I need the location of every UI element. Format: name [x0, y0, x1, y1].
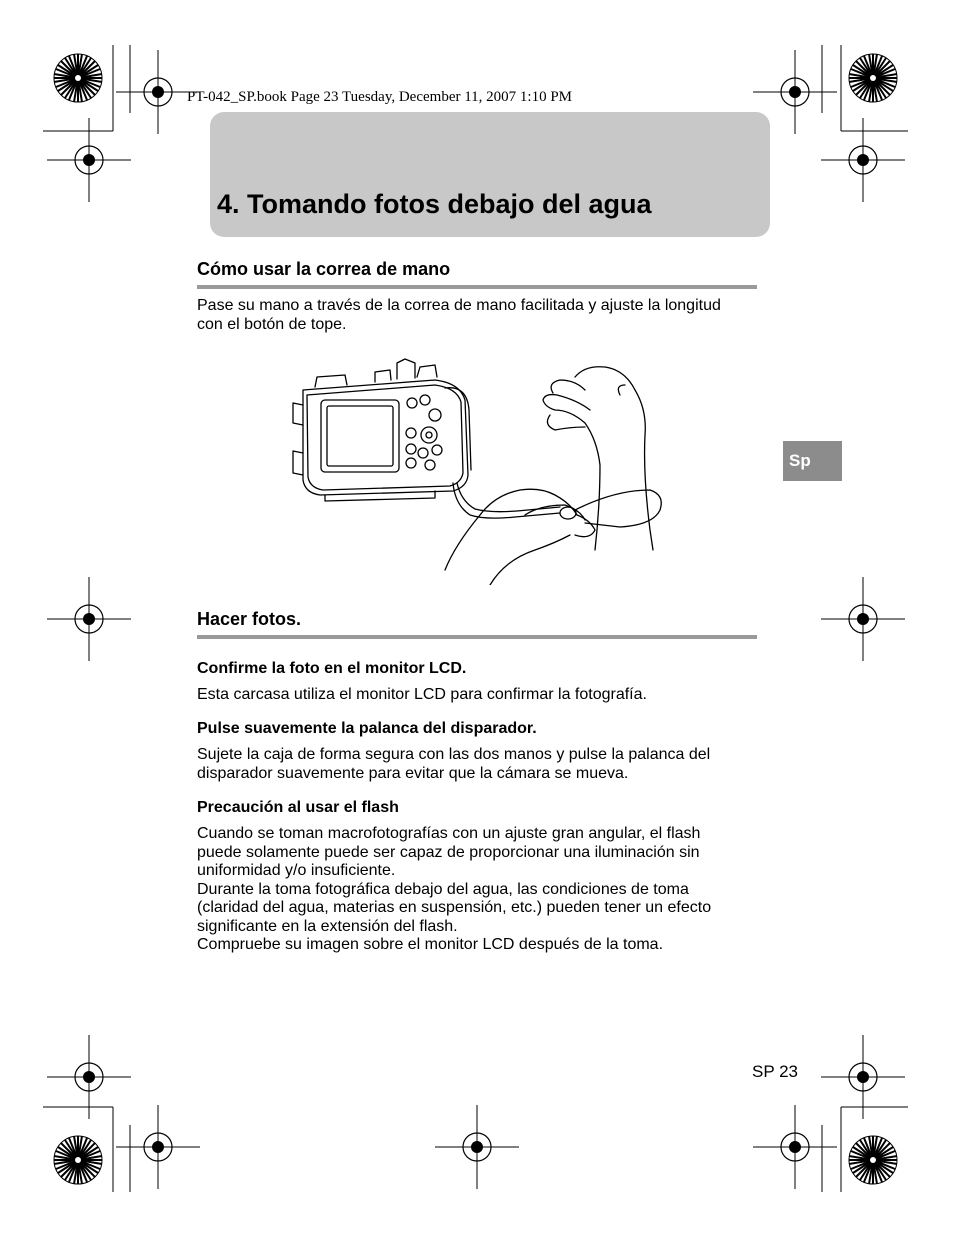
- text-line: uniformidad y/o insuficiente.: [197, 862, 396, 879]
- subheading-flash-caution: Precaución al usar el flash: [197, 799, 399, 816]
- body-confirm-lcd: [197, 686, 767, 705]
- body-shutter-lever: [197, 746, 767, 783]
- text-line: Durante la toma fotográfica debajo del agua, las condiciones de toma: [197, 880, 689, 898]
- chapter-title: 4. Tomando fotos debajo del agua: [217, 189, 652, 219]
- text-line: puede solamente puede ser capaz de proporcionar una iluminación sin: [197, 843, 700, 861]
- text-line: Pase su mano a través de la correa de mano facilitada y ajuste la longitud: [197, 297, 721, 314]
- section-rule: [197, 285, 757, 289]
- text-line: Compruebe su imagen sobre el monitor LCD después de la toma.: [197, 936, 664, 953]
- text-line: disparador suavemente para evitar que la cámara se mueva.: [197, 764, 629, 782]
- subheading-shutter-lever: Pulse suavemente la palanca del disparador.: [197, 720, 537, 737]
- text-line: Esta carcasa utiliza el monitor LCD para confirmar la fotografía.: [197, 686, 647, 703]
- camera-housing-illustration: [285, 355, 665, 585]
- section-rule: [197, 635, 757, 639]
- language-tab: Sp: [783, 441, 842, 481]
- text-line: Sujete la caja de forma segura con las dos manos y pulse la palanca del: [197, 746, 711, 763]
- section-heading-hand-strap: Cómo usar la correa de mano: [197, 259, 451, 279]
- text-line: con el botón de tope.: [197, 315, 347, 333]
- body-flash-caution: [197, 825, 767, 955]
- text-line: significante en la extensión del flash.: [197, 917, 458, 935]
- text-line: Cuando se toman macrofotografías con un ajuste gran angular, el flash: [197, 825, 701, 842]
- text-line: (claridad del agua, materias en suspensión, etc.) pueden tener un efecto: [197, 899, 712, 916]
- section-body-hand-strap: [197, 297, 767, 334]
- page-number: SP 23: [752, 1062, 799, 1081]
- print-header-line: PT-042_SP.book Page 23 Tuesday, December 11, 2007 1:10 PM: [187, 89, 573, 105]
- subheading-confirm-lcd: Confirme la foto en el monitor LCD.: [197, 660, 467, 677]
- section-heading-taking-photos: Hacer fotos.: [197, 609, 302, 629]
